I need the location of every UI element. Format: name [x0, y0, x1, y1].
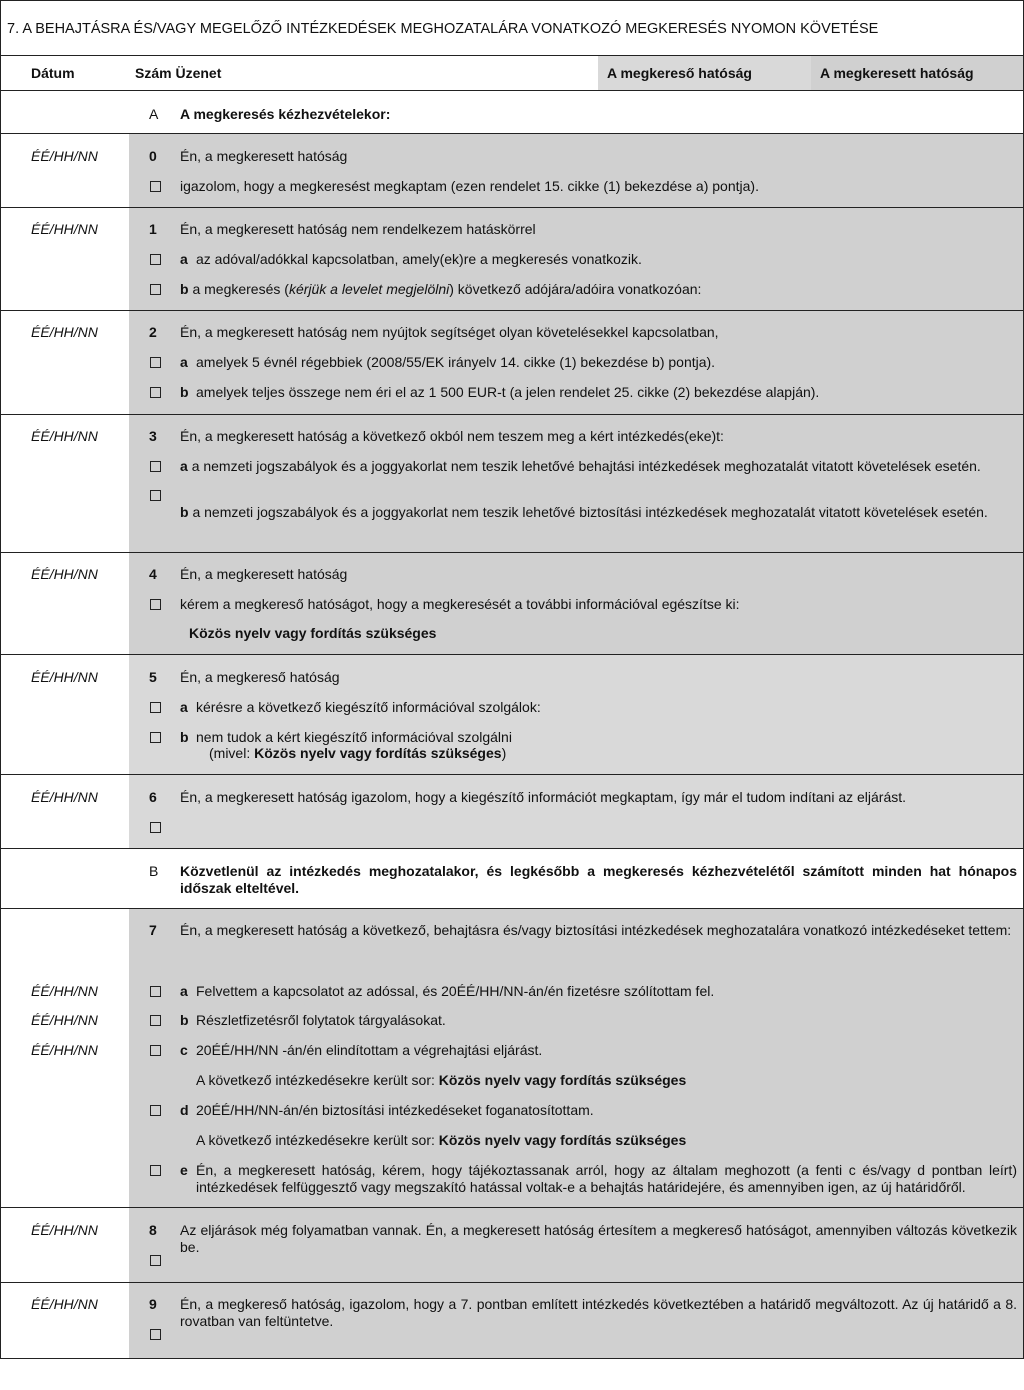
row-3b-text: a nemzeti jogszabályok és a joggyakorlat nem teszik lehetővé biztosítási intézkedések meghozatalát vitatott követelések esetén. [192, 504, 988, 520]
row-5a-checkbox[interactable] [150, 702, 161, 713]
row-6-text: Én, a megkeresett hatóság igazolom, hogy a kiegészítő információt megkaptam, így már el tudom indítani az eljárást. [180, 789, 907, 805]
row-1b-checkbox[interactable] [150, 284, 161, 295]
row-7b-letter: b [180, 1012, 189, 1028]
row-9-checkbox[interactable] [150, 1329, 161, 1340]
row-4-language-note: Közös nyelv vagy fordítás szükséges [189, 625, 437, 641]
row-2a-letter: a [180, 354, 188, 370]
row-1b-text-post: ) következő adójára/adóira vonatkozóan: [449, 281, 702, 297]
date-column-header: Dátum [31, 65, 75, 81]
row-7c-measures-pre: A következő intézkedésekre került sor: [196, 1072, 439, 1088]
row-7d-text: 20ÉÉ/HH/NN-án/én biztosítási intézkedéseket foganatosítottam. [196, 1102, 594, 1118]
row-3a-text: a nemzeti jogszabályok és a joggyakorlat nem teszik lehetővé behajtási intézkedések meghozatalát vitatott követelések esetén. [191, 458, 981, 474]
row-1a-letter: a [180, 251, 188, 267]
row-6-date: ÉÉ/HH/NN [31, 789, 98, 805]
row-7d-measures-pre: A következő intézkedésekre került sor: [196, 1132, 439, 1148]
row-1-number: 1 [149, 221, 157, 237]
row-8-checkbox[interactable] [150, 1255, 161, 1266]
row-7e-checkbox[interactable] [150, 1165, 161, 1176]
row-5b-letter: b [180, 729, 189, 745]
row-4-text: Én, a megkeresett hatóság [180, 566, 348, 582]
row-0-bg [129, 134, 1023, 207]
row-9-date: ÉÉ/HH/NN [31, 1296, 98, 1312]
row-0-text: Én, a megkeresett hatóság [180, 148, 348, 164]
row-3-number: 3 [149, 428, 157, 444]
row-9-text: Én, a megkereső hatóság, igazolom, hogy a 7. pontban említett intézkedés következtében a határidő megváltozott. Az új határidő a 8. rovatban van feltüntetve. [180, 1296, 1017, 1329]
row-3-date: ÉÉ/HH/NN [31, 428, 98, 444]
form-title: 7. A BEHAJTÁSRA ÉS/VAGY MEGELŐZŐ INTÉZKEDÉSEK MEGHOZATALÁRA VONATKOZÓ MEGKERESÉS NYOMON KÖVETÉSE [7, 21, 879, 37]
section-b-heading: Közvetlenül az intézkedés meghozatalakor, és legkésőbb a megkeresés kézhezvételétől számított minden hat hónapos időszak elteltével. [180, 863, 1017, 896]
row-0-checkbox[interactable] [150, 181, 161, 192]
row-7-number: 7 [149, 922, 157, 938]
section-a-letter: A [149, 106, 159, 122]
row-5b-reason-bold: Közös nyelv vagy fordítás szükséges [254, 745, 502, 761]
row-8-text: Az eljárások még folyamatban vannak. Én, a megkeresett hatóság értesítem a megkereső hatóságot, amennyiben változás következik be. [180, 1222, 1017, 1255]
row-5b-reason-pre: (mivel: [209, 745, 255, 761]
row-6-number: 6 [149, 789, 157, 805]
row-7e-text: Én, a megkeresett hatóság, kérem, hogy tájékoztassanak arról, hogy az általam meghozott (a fenti c és/vagy d pontban leírt) intézkedések felfüggesztő vagy megszakító hatással voltak-e a behajtás határidejére, és amennyiben igen, az új határidőről. [196, 1162, 1017, 1195]
row-8-number: 8 [149, 1222, 157, 1238]
row-7b-text: Részletfizetésről folytatok tárgyalásokat. [196, 1012, 446, 1028]
row-3-text: Én, a megkeresett hatóság a következő okból nem teszem meg a kért intézkedés(eke)t: [180, 428, 724, 444]
row-4-date: ÉÉ/HH/NN [31, 566, 98, 582]
row-7d-measures-bold: Közös nyelv vagy fordítás szükséges [438, 1132, 687, 1148]
row-3a-checkbox[interactable] [150, 461, 161, 472]
row-7d-checkbox[interactable] [150, 1105, 161, 1116]
row-5b-reason [209, 745, 506, 762]
row-5b-reason-post: ) [501, 745, 507, 761]
row-7a-letter: a [180, 983, 188, 999]
row-9-number: 9 [149, 1296, 157, 1312]
row-5-date: ÉÉ/HH/NN [31, 669, 98, 685]
row-7a-checkbox[interactable] [150, 986, 161, 997]
row-7b-date: ÉÉ/HH/NN [31, 1012, 98, 1028]
row-7c-letter: c [180, 1042, 188, 1058]
requested-authority-header: A megkeresett hatóság [820, 65, 974, 81]
row-3b-checkbox[interactable] [150, 490, 161, 501]
row-1-text: Én, a megkeresett hatóság nem rendelkezem hatáskörrel [180, 221, 536, 237]
row-1a-text: az adóval/adókkal kapcsolatban, amely(ek)re a megkeresés vonatkozik. [196, 251, 642, 267]
row-1a-checkbox[interactable] [150, 254, 161, 265]
row-7c-text: 20ÉÉ/HH/NN -án/én elindítottam a végrehajtási eljárást. [196, 1042, 543, 1058]
row-1b-text-pre: a megkeresés ( [192, 281, 289, 297]
row-7a-text: Felvettem a kapcsolatot az adóssal, és 20ÉÉ/HH/NN-án/én fizetésre szólítottam fel. [196, 983, 715, 999]
number-message-header: Szám Üzenet [135, 65, 222, 81]
section-b-letter: B [149, 863, 159, 879]
row-3b-paragraph [180, 504, 1017, 521]
row-5a-letter: a [180, 699, 188, 715]
row-2b-checkbox[interactable] [150, 387, 161, 398]
row-2a-checkbox[interactable] [150, 357, 161, 368]
row-2a-text: amelyek 5 évnél régebbiek (2008/55/EK irányelv 14. cikke (1) bekezdése b) pontja). [196, 354, 716, 370]
row-7c-checkbox[interactable] [150, 1045, 161, 1056]
row-0-date: ÉÉ/HH/NN [31, 148, 98, 164]
row-6-checkbox[interactable] [150, 822, 161, 833]
row-5a-text: kérésre a következő kiegészítő információval szolgálok: [196, 699, 541, 715]
row-2-text: Én, a megkeresett hatóság nem nyújtok segítséget olyan követelésekkel kapcsolatban, [180, 324, 719, 340]
row-0-confirm-text: igazolom, hogy a megkeresést megkaptam (ezen rendelet 15. cikke (1) bekezdése a) pontja). [180, 178, 759, 194]
row-6-bg [129, 775, 1023, 848]
row-1-date: ÉÉ/HH/NN [31, 221, 98, 237]
row-7c-date: ÉÉ/HH/NN [31, 1042, 98, 1058]
row-7b-checkbox[interactable] [150, 1015, 161, 1026]
section-a-heading: A megkeresés kézhezvételekor: [180, 106, 391, 122]
row-5b-checkbox[interactable] [150, 732, 161, 743]
row-1b-letter: b [180, 281, 189, 297]
row-3b-letter: b [180, 504, 189, 520]
row-7d-letter: d [180, 1102, 189, 1118]
row-4-number: 4 [149, 566, 157, 582]
row-2b-letter: b [180, 384, 189, 400]
row-7c-measures [196, 1072, 686, 1089]
row-7a-date: ÉÉ/HH/NN [31, 983, 98, 999]
row-1b-text-italic: kérjük a levelet megjelölni [288, 281, 450, 297]
row-2b-text: amelyek teljes összege nem éri el az 1 500 EUR-t (a jelen rendelet 25. cikke (2) bekezdése alapján). [196, 384, 820, 400]
row-5-number: 5 [149, 669, 157, 685]
row-7e-letter: e [180, 1162, 188, 1178]
row-5-text: Én, a megkereső hatóság [180, 669, 340, 685]
requesting-authority-header: A megkereső hatóság [607, 65, 752, 81]
row-1b-line [180, 281, 701, 298]
row-7c-measures-bold: Közös nyelv vagy fordítás szükséges [438, 1072, 687, 1088]
row-4-checkbox[interactable] [150, 599, 161, 610]
row-3a-letter: a [180, 458, 188, 474]
row-2-number: 2 [149, 324, 157, 340]
row-7-text: Én, a megkeresett hatóság a következő, behajtásra és/vagy biztosítási intézkedések meghozatalára vonatkozó intézkedéseket tettem: [180, 922, 1012, 938]
row-7d-measures [196, 1132, 686, 1149]
row-8-date: ÉÉ/HH/NN [31, 1222, 98, 1238]
row-3a-paragraph [180, 458, 1017, 475]
row-4-request-text: kérem a megkereső hatóságot, hogy a megkeresését a további információval egészítse ki: [180, 596, 740, 612]
row-2-date: ÉÉ/HH/NN [31, 324, 98, 340]
row-0-number: 0 [149, 148, 157, 164]
row-5b-text: nem tudok a kért kiegészítő információval szolgálni [196, 729, 512, 745]
